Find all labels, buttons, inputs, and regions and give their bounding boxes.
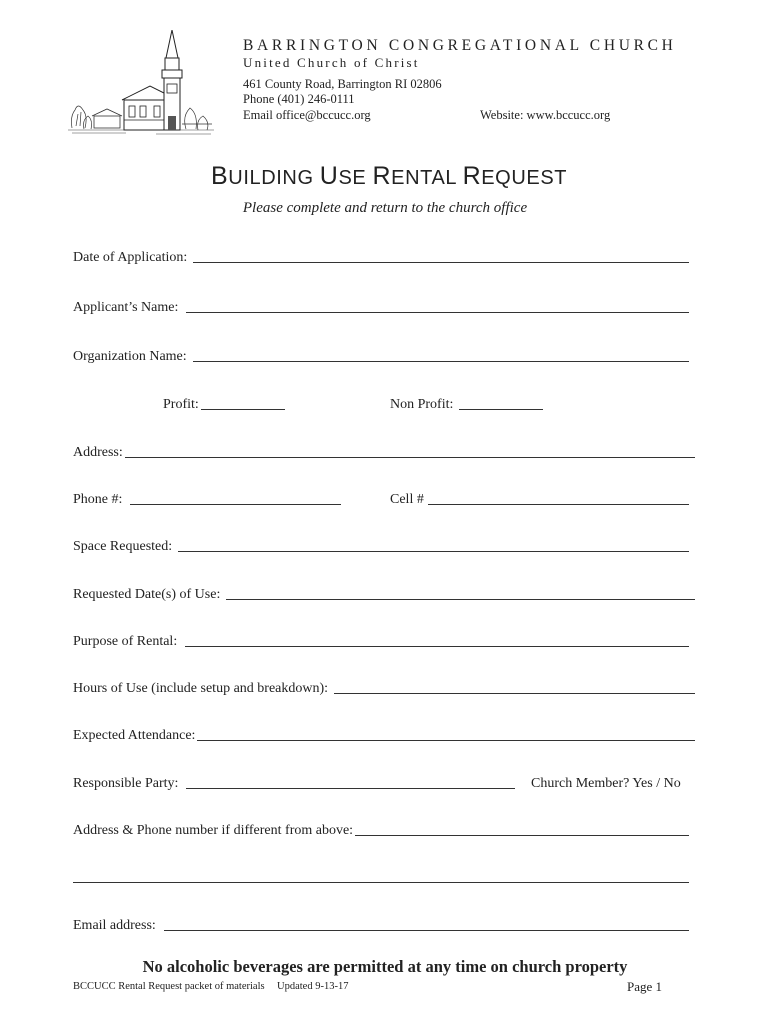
date-of-application-row <box>73 250 689 266</box>
church-member-row <box>531 776 681 792</box>
profit-row <box>163 397 285 413</box>
cell-field[interactable] <box>428 504 689 505</box>
church-website: Website: www.bccucc.org <box>480 108 611 122</box>
non-profit-row <box>390 397 543 413</box>
form-title <box>211 162 567 191</box>
packet-note: BCCUCC Rental Request packet of materials <box>73 981 265 992</box>
organization-name-row <box>73 349 689 365</box>
cell-row <box>390 492 689 508</box>
address-field[interactable] <box>125 457 695 458</box>
org-name: BARRINGTON CONGREGATIONAL CHURCH <box>243 37 677 54</box>
hours-field[interactable] <box>334 693 695 694</box>
requested-dates-label: Requested Date(s) of Use: <box>73 587 221 602</box>
phone-field[interactable] <box>130 504 341 505</box>
title-cap: U <box>319 162 339 190</box>
alcohol-notice: No alcoholic beverages are permitted at any time on church property <box>142 957 628 976</box>
date-of-application-label: Date of Application: <box>73 250 188 265</box>
attendance-field[interactable] <box>197 740 695 741</box>
email-label: Email address: <box>73 918 156 933</box>
title-rest: ENTAL <box>391 167 457 189</box>
updated-note: Updated 9-13-17 <box>277 981 349 992</box>
church-phone: Phone (401) 246-0111 <box>243 92 355 106</box>
title-cap: R <box>462 162 482 190</box>
non-profit-field[interactable] <box>459 409 543 410</box>
alt-address-continuation-row <box>73 870 689 886</box>
organization-name-label: Organization Name: <box>73 349 187 364</box>
address-row <box>73 445 695 461</box>
phone-label: Phone #: <box>73 492 123 507</box>
space-requested-field[interactable] <box>178 551 689 552</box>
title-cap: R <box>372 162 392 190</box>
title-cap: B <box>211 162 229 190</box>
attendance-label: Expected Attendance: <box>73 728 196 743</box>
hours-row <box>73 681 695 697</box>
church-email: Email office@bccucc.org <box>243 108 371 122</box>
church-logo <box>66 30 216 142</box>
applicant-name-row <box>73 300 689 316</box>
hours-label: Hours of Use (include setup and breakdown): <box>73 681 329 696</box>
title-rest: EQUEST <box>481 167 568 189</box>
form-instructions: Please complete and return to the church office <box>242 200 528 216</box>
title-rest: UILDING <box>228 167 314 189</box>
profit-field[interactable] <box>201 409 285 410</box>
org-denomination: United Church of Christ <box>243 55 420 70</box>
alt-address-label: Address & Phone number if different from above: <box>73 823 354 838</box>
purpose-field[interactable] <box>185 646 689 647</box>
requested-dates-field[interactable] <box>226 599 695 600</box>
email-row <box>73 918 689 934</box>
church-member-label: Church Member? Yes / No <box>531 776 681 791</box>
purpose-label: Purpose of Rental: <box>73 634 178 649</box>
page-number: Page 1 <box>626 979 662 994</box>
responsible-party-label: Responsible Party: <box>73 776 179 791</box>
organization-name-field[interactable] <box>193 361 689 362</box>
space-requested-row <box>73 539 689 555</box>
alt-address-continuation-field[interactable] <box>73 882 689 883</box>
requested-dates-row <box>73 587 695 603</box>
date-of-application-field[interactable] <box>193 262 689 263</box>
alt-address-field[interactable] <box>355 835 689 836</box>
applicant-name-field[interactable] <box>186 312 689 313</box>
email-field[interactable] <box>164 930 689 931</box>
phone-row <box>73 492 341 508</box>
title-rest: SE <box>338 167 367 189</box>
responsible-party-row <box>73 776 515 792</box>
applicant-name-label: Applicant’s Name: <box>73 300 179 315</box>
space-requested-label: Space Requested: <box>73 539 173 554</box>
profit-label: Profit: <box>163 397 199 412</box>
responsible-party-field[interactable] <box>186 788 515 789</box>
address-label: Address: <box>73 445 123 460</box>
church-address: 461 County Road, Barrington RI 02806 <box>243 77 442 91</box>
purpose-row <box>73 634 689 650</box>
alt-address-row <box>73 823 689 839</box>
non-profit-label: Non Profit: <box>390 397 454 412</box>
cell-label: Cell # <box>390 492 424 507</box>
attendance-row <box>73 728 695 744</box>
